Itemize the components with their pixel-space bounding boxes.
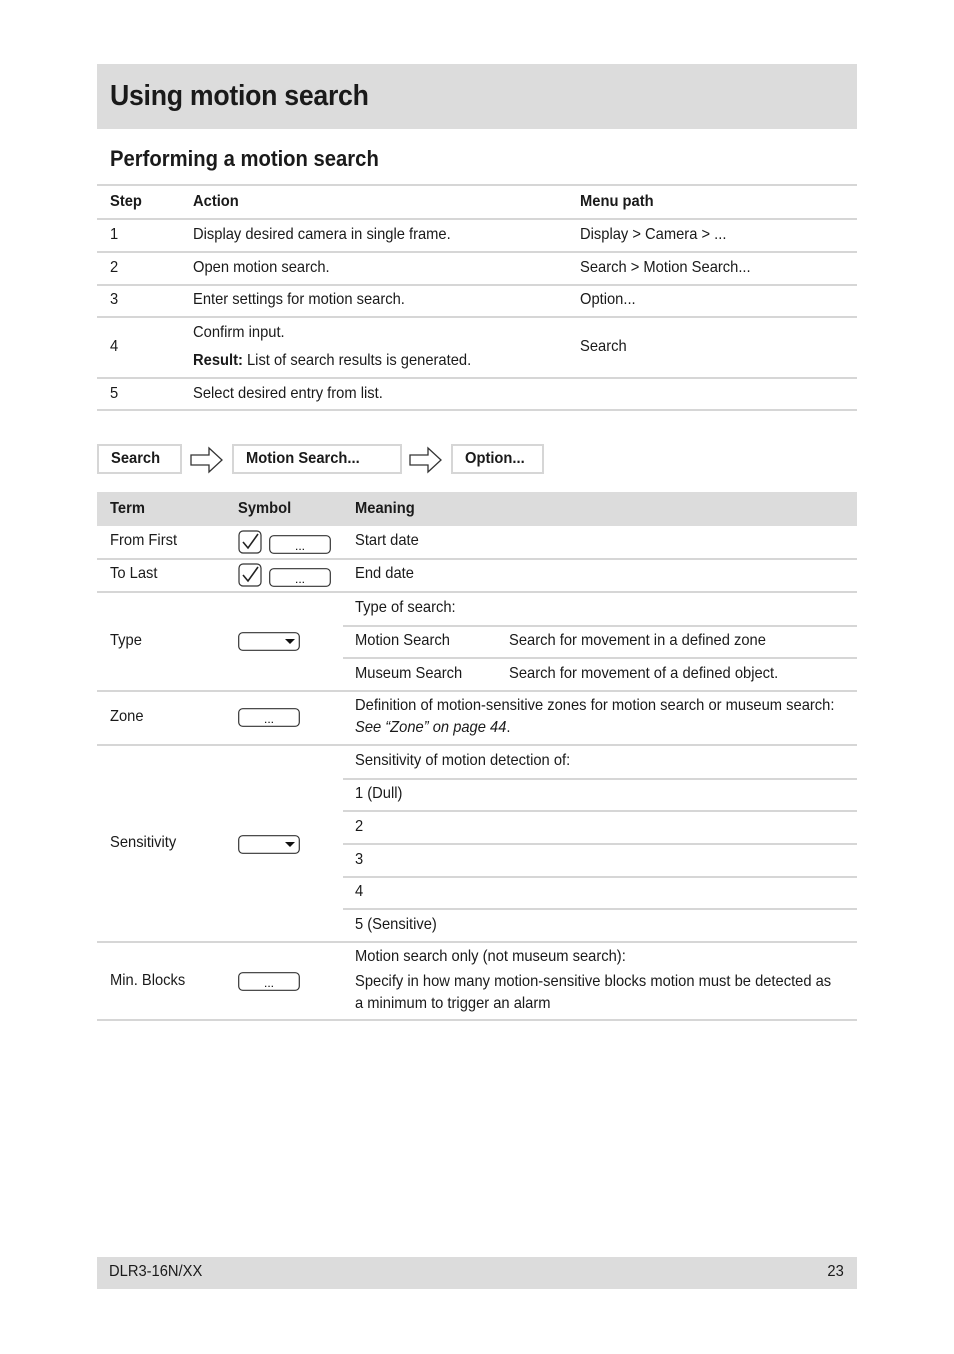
table-rule [97, 941, 857, 943]
step-action: Enter settings for motion search. [193, 291, 405, 308]
term-label: To Last [110, 565, 158, 582]
step-menu-path: Search > Motion Search... [580, 259, 751, 276]
arrow-right-icon [409, 446, 443, 474]
checkbox-checked-icon [238, 530, 262, 554]
step-menu-path: Option... [580, 291, 636, 308]
zone-ref-link[interactable]: See “Zone” on page 44 [355, 719, 507, 736]
sensitivity-level: 5 (Sensitive) [355, 916, 437, 933]
term-meaning: End date [355, 565, 414, 582]
step-number: 2 [110, 259, 119, 276]
table-rule [97, 218, 857, 220]
header-step: Step [110, 193, 142, 210]
footer-model: DLR3-16N/XX [109, 1263, 203, 1280]
term-meaning: Motion search only (not museum search): [355, 948, 626, 965]
term-meaning: a minimum to trigger an alarm [355, 995, 551, 1012]
header-symbol: Symbol [238, 500, 292, 517]
svg-text:...: ... [294, 572, 306, 586]
result-label: Result: [193, 352, 243, 369]
term-table-header [97, 492, 857, 526]
table-rule [97, 690, 857, 692]
table-rule [97, 284, 857, 286]
step-number: 5 [110, 385, 119, 402]
checkbox-checked-icon [238, 563, 262, 587]
table-rule [97, 184, 857, 186]
menu-box-option: Option... [451, 444, 544, 474]
table-rule [97, 251, 857, 253]
term-meaning: Definition of motion-sensitive zones for motion search or museum search: [355, 697, 835, 714]
step-action: Select desired entry from list. [193, 385, 383, 402]
step-action: Display desired camera in single frame. [193, 226, 451, 243]
term-meaning: Type of search: [355, 599, 456, 616]
result-text: List of search results is generated. [242, 352, 472, 369]
ellipsis-button-icon [238, 708, 300, 727]
page-title: Using motion search [110, 80, 369, 112]
table-rule [97, 409, 857, 411]
footer [97, 1257, 857, 1289]
option-name: Museum Search [355, 665, 463, 682]
arrow-right-icon [190, 446, 224, 474]
table-rule [343, 778, 857, 780]
step-menu-path: Search [580, 338, 627, 355]
term-label: Min. Blocks [110, 972, 186, 989]
table-rule [97, 558, 857, 560]
step-number: 1 [110, 226, 119, 243]
ellipsis-button-icon [269, 535, 331, 554]
term-label: Sensitivity [110, 834, 177, 851]
option-desc: Search for movement of a defined object. [509, 665, 779, 682]
svg-text:...: ... [263, 976, 275, 990]
table-rule [97, 316, 857, 318]
table-rule [343, 876, 857, 878]
header-term: Term [110, 500, 145, 517]
page-number: 23 [827, 1263, 844, 1280]
ellipsis-button-icon [269, 568, 331, 587]
dropdown-icon [238, 835, 300, 854]
step-number: 3 [110, 291, 119, 308]
table-rule [97, 377, 857, 379]
table-rule [97, 591, 857, 593]
step-menu-path: Display > Camera > ... [580, 226, 727, 243]
ellipsis-button-icon [238, 972, 300, 991]
menu-box-search: Search [97, 444, 182, 474]
sensitivity-level: 2 [355, 818, 364, 835]
step-action: Open motion search. [193, 259, 330, 276]
table-rule [97, 1019, 857, 1021]
term-meaning: Sensitivity of motion detection of: [355, 752, 571, 769]
sensitivity-level: 3 [355, 851, 364, 868]
table-rule [343, 657, 857, 659]
sensitivity-level: 1 (Dull) [355, 785, 403, 802]
term-meaning: Start date [355, 532, 419, 549]
option-name: Motion Search [355, 632, 450, 649]
dropdown-icon [238, 632, 300, 651]
header-menu-path: Menu path [580, 193, 654, 210]
table-rule [343, 908, 857, 910]
title-band [97, 64, 857, 129]
step-result [193, 352, 471, 370]
menu-box-motion-search: Motion Search... [232, 444, 402, 474]
term-label: Zone [110, 708, 144, 725]
table-rule [343, 625, 857, 627]
step-number: 4 [110, 338, 119, 355]
sensitivity-level: 4 [355, 883, 364, 900]
term-label: From First [110, 532, 178, 549]
header-meaning: Meaning [355, 500, 415, 517]
svg-text:...: ... [294, 539, 306, 553]
table-rule [97, 744, 857, 746]
section-heading: Performing a motion search [110, 146, 379, 171]
term-meaning: Specify in how many motion-sensitive blocks motion must be detected as [355, 973, 832, 990]
table-rule [343, 843, 857, 845]
term-label: Type [110, 632, 142, 649]
zone-reference: See “Zone” on page 44. [355, 719, 511, 736]
header-action: Action [193, 193, 239, 210]
table-rule [343, 810, 857, 812]
option-desc: Search for movement in a defined zone [509, 632, 766, 649]
svg-text:...: ... [263, 712, 275, 726]
step-action: Confirm input. [193, 324, 285, 341]
